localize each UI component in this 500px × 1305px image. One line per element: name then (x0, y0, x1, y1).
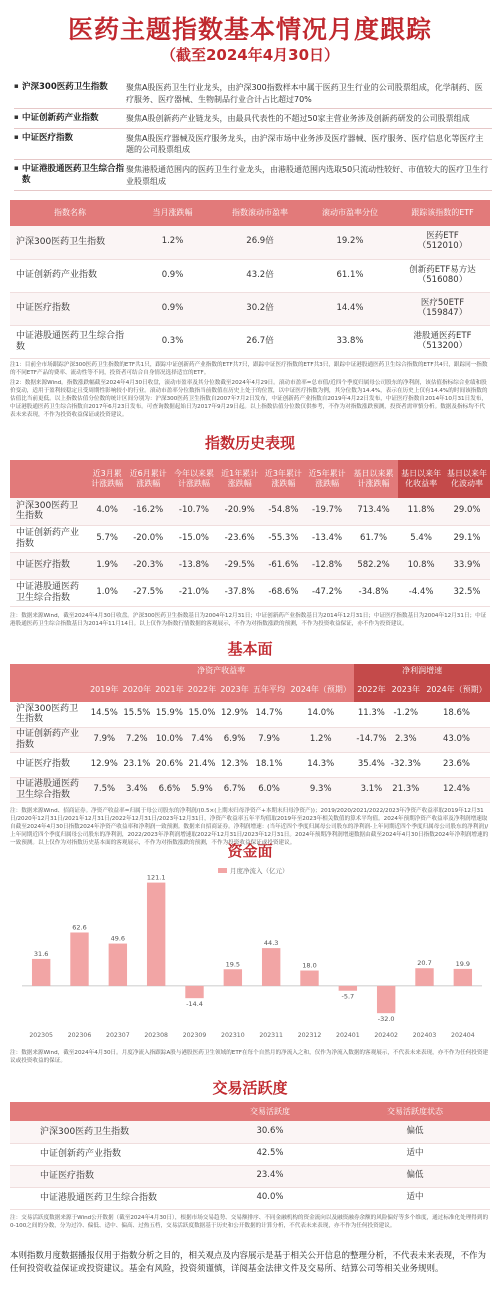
cell: 12.9% (218, 702, 251, 727)
col-header: 五年平均 (251, 678, 287, 702)
col-header (10, 1102, 200, 1121)
intro-name: ▪ 中证创新药产业指数 (14, 109, 126, 128)
cell: 18.6% (423, 702, 490, 727)
bar-202307 (109, 944, 127, 986)
col-header: 2023年 (389, 678, 423, 702)
table-row (10, 525, 490, 552)
bar-202310 (224, 969, 242, 986)
index-name: 沪深300医药卫生指数 (10, 1121, 200, 1143)
cell: -23.6% (218, 525, 262, 552)
note-etf: 注1：目前全市场跟踪沪深300医药卫生指数的ETF共1只，跟踪中证创新药产业指数的ETF共7只，跟踪中证医疗指数的ETF共3只，跟踪中证港股通医药卫生综合指数的ETF共4只，跟踪同一指数的不同ETF产品的费率、流动性等不同，投资者可结合自身情况选择适宜的ETF。 (10, 362, 488, 377)
etf-cell (395, 325, 490, 358)
x-tick-label: 202403 (412, 1032, 437, 1039)
index-name: 中证港股通医药卫生综合指数 (10, 325, 130, 358)
index-name: 中证医疗指数 (10, 552, 88, 579)
intro-item (14, 78, 492, 109)
etf-cell (395, 292, 490, 325)
table-row (10, 579, 490, 606)
cell: -12.8% (305, 552, 349, 579)
col-header: 交易活跃度 (200, 1102, 340, 1121)
table-row (10, 1165, 490, 1187)
x-tick-label: 202310 (221, 1032, 245, 1039)
section-title-fundamentals: 基本面 (227, 640, 273, 658)
intro-desc: 聚焦港股通范围内的医药卫生行业龙头，由港股通范围内选取50只流动性较好、市值较大的医疗卫生行业股票组成 (126, 164, 489, 186)
cell: -10.7% (170, 498, 218, 525)
fundamentals-table (10, 664, 490, 803)
activity-value: 40.0% (200, 1187, 340, 1209)
col-header: 近5年累计涨跌幅 (305, 460, 349, 498)
cell: 7.9% (88, 727, 121, 752)
x-tick-label: 202404 (451, 1032, 475, 1039)
overview-table (10, 200, 490, 359)
rolling-pe: 30.2倍 (215, 292, 305, 325)
cell: -13.8% (170, 552, 218, 579)
col-header: 基日以来累计涨跌幅 (349, 460, 398, 498)
index-name: 中证创新药产业指数 (10, 525, 88, 552)
cell: 6.0% (251, 777, 287, 802)
col-header: 滚动市盈率分位 (305, 200, 395, 226)
data-label: -32.0 (377, 1015, 395, 1024)
cell: -47.2% (305, 579, 349, 606)
cell: 23.6% (423, 752, 490, 777)
cell: -54.8% (262, 498, 306, 525)
cell: -27.5% (126, 579, 170, 606)
etf-link[interactable]: 港股通医药ETF (413, 330, 472, 341)
etf-code: （159847） (417, 307, 468, 318)
group-header-profit-growth: 净利润增速 (354, 664, 490, 678)
cell: -19.7% (305, 498, 349, 525)
cell: 4.0% (88, 498, 126, 525)
intro-item (14, 109, 492, 129)
activity-table (10, 1102, 490, 1210)
cell: 10.0% (153, 727, 186, 752)
bar-202404 (454, 969, 472, 986)
bar-202309 (185, 986, 203, 998)
data-label: 62.6 (72, 923, 87, 932)
section-title-activity: 交易活跃度 (212, 1079, 288, 1097)
bar-202403 (415, 968, 433, 986)
index-name: 沪深300医药卫生指数 (10, 498, 88, 525)
cell: 35.4% (354, 752, 388, 777)
col-header: 2019年 (88, 678, 121, 702)
cell: 10.8% (398, 552, 444, 579)
note-valuation: 注2：数据来源Wind。指数涨跌幅截至2024年4月30日收盘，滚动市盈率及其分位数截至2024年4月29日。滚动市盈率=总市值/近四个季度归属母公司股东的净利润，该估值指标综合业绩和股价变动，适用于盈利较稳定且受周期性影响较小的行业。滚动市盈率分位数指当前数值在历史上处于的位置，以中证医疗指数为例，其分位数为14.4%，表示在历史上仅有14.4%的时间该指数的估值比当前更低。以上指数估值分位数的统计区间分别为：沪深300医药卫生指数自2007年7月2日发布，中证创新药产业指数自2019年4月22日发布，中证医疗指数自2014年10月31日发布，中证港股通医药卫生综合指数自2017年6月23日发布。可查询数据起始日为2017年9月29日起。以上指数估值分位数仅供参考，不作为对指数涨跌预测，投资者需审慎分析。数据及指标均不代表未来表现，不作为投资收益保证或投资建议。 (10, 380, 488, 419)
index-name: 中证医疗指数 (10, 752, 88, 777)
cell: 6.6% (153, 777, 186, 802)
cell: 7.9% (251, 727, 287, 752)
bar-202402 (377, 986, 395, 1013)
cell: 9.3% (287, 777, 354, 802)
x-tick-label: 202401 (336, 1032, 360, 1039)
page-title: 医药主题指数基本情况月度跟踪 (67, 15, 432, 44)
x-tick-label: 202306 (67, 1032, 92, 1039)
index-name: 中证创新药产业指数 (10, 1143, 200, 1165)
data-label: -14.4 (186, 1000, 203, 1009)
monthly-change: 1.2% (130, 226, 215, 259)
activity-value: 30.6% (200, 1121, 340, 1143)
col-header: 2022年 (186, 678, 219, 702)
x-tick-label: 202309 (182, 1032, 207, 1039)
cell: -20.3% (126, 552, 170, 579)
index-name: 中证医疗指数 (10, 1165, 200, 1187)
cell: -20.9% (218, 498, 262, 525)
cell: 14.3% (287, 752, 354, 777)
cell: -15.0% (170, 525, 218, 552)
cell: 1.0% (88, 579, 126, 606)
cell: 12.3% (218, 752, 251, 777)
etf-cell (395, 259, 490, 292)
col-header: 指数名称 (10, 200, 130, 226)
table-row (10, 777, 490, 802)
col-header: 2024年（预期） (423, 678, 490, 702)
intro-name: ▪ 中证医疗指数 (14, 129, 126, 159)
cell: 61.7% (349, 525, 398, 552)
col-header: 近6月累计涨跌幅 (126, 460, 170, 498)
cell: -34.8% (349, 579, 398, 606)
col-header: 2024年（预期） (287, 678, 354, 702)
cell: -4.4% (398, 579, 444, 606)
bar-202306 (70, 932, 88, 985)
monthly-change: 0.9% (130, 292, 215, 325)
cell: 15.5% (121, 702, 154, 727)
table-row (10, 259, 490, 292)
rolling-pe: 43.2倍 (215, 259, 305, 292)
cell: 21.4% (186, 752, 219, 777)
cell: -14.7% (354, 727, 388, 752)
table-row (10, 1143, 490, 1165)
intro-name: ▪ 中证港股通医药卫生综合指数 (14, 160, 126, 190)
note-activity: 注：交易活跃度数据来源于Wind公开数据（截至2024年4月30日），根据市场交易趋势、交易额排序、不同金融机构的资金流向以及融资融券余额的风险偏好等多个维度，通过标准化处理得到的0-100之间的分数，分为过冷、偏低、适中、偏高、过热五档，交易活跃度数据基于历史和公开数据的计算分析，不代表未来表现，亦不作为任何投资建议。 (10, 1215, 489, 1230)
etf-code: （516080） (417, 274, 468, 285)
index-name: 中证港股通医药卫生综合指数 (10, 777, 88, 802)
pe-percentile: 61.1% (305, 259, 395, 292)
cell: -55.3% (262, 525, 306, 552)
bar-202305 (32, 959, 50, 986)
activity-status: 偏低 (340, 1121, 490, 1143)
cell: 14.5% (88, 702, 121, 727)
index-name: 中证港股通医药卫生综合指数 (10, 1187, 200, 1209)
cell: 5.4% (398, 525, 444, 552)
rolling-pe: 26.7倍 (215, 325, 305, 358)
etf-link[interactable]: 医药ETF (426, 231, 459, 242)
x-tick-label: 202305 (29, 1032, 53, 1039)
table-row (10, 325, 490, 358)
cell: -20.0% (126, 525, 170, 552)
section-title-history: 指数历史表现 (204, 434, 295, 452)
data-label: 19.5 (225, 960, 241, 969)
intro-name: ▪ 沪深300医药卫生指数 (14, 78, 126, 108)
etf-code: （512010） (417, 241, 468, 252)
col-header: 近1年累计涨跌幅 (218, 460, 262, 498)
bar-202308 (147, 883, 165, 986)
cell: 582.2% (349, 552, 398, 579)
fund-flow-chart (10, 845, 490, 1045)
cell: 11.3% (354, 702, 388, 727)
page-subtitle: （截至2024年4月30日） (160, 46, 340, 64)
index-name: 沪深300医药卫生指数 (10, 226, 130, 259)
disclaimer: 本则指数月度数据播报仅用于指数分析之目的，相关观点及内容展示是基于相关公开信息的整理分析，不代表未来表现，不作为任何投资收益保证或投资建议。基金有风险，投资须谨慎，详阅基金法律文件及交易所、结算公司等相关业务规则。 (10, 1251, 487, 1274)
x-tick-label: 202312 (297, 1032, 322, 1039)
monthly-change: 0.9% (130, 259, 215, 292)
col-header: 2023年 (218, 678, 251, 702)
cell: -32.3% (389, 752, 423, 777)
cell: 7.4% (186, 727, 219, 752)
pe-percentile: 14.4% (305, 292, 395, 325)
group-header-roe: 净资产收益率 (88, 664, 354, 678)
cell: 1.9% (88, 552, 126, 579)
cell: 11.8% (398, 498, 444, 525)
cell: 29.0% (444, 498, 490, 525)
col-header: 交易活跃度状态 (340, 1102, 490, 1121)
activity-value: 42.5% (200, 1143, 340, 1165)
bar-202312 (300, 971, 318, 986)
col-header: 当月涨跌幅 (130, 200, 215, 226)
cell: 7.5% (88, 777, 121, 802)
bar-202311 (262, 948, 280, 986)
data-label: 121.1 (146, 873, 166, 882)
etf-cell (395, 226, 490, 259)
cell: 32.5% (444, 579, 490, 606)
table-row (10, 292, 490, 325)
cell: -13.4% (305, 525, 349, 552)
table-row (10, 1121, 490, 1143)
legend-label: 月度净流入（亿元） (230, 867, 289, 875)
intro-desc: 聚焦A股创新药产业链龙头，由最具代表性的不超过50家主营业务涉及创新药研发的公司股票组成 (126, 114, 470, 124)
index-name: 中证创新药产业指数 (10, 259, 130, 292)
cell: 18.1% (251, 752, 287, 777)
cell: 15.9% (153, 702, 186, 727)
col-header: 2021年 (153, 678, 186, 702)
note-fund-flow: 注：数据来源Wind，截至2024年4月30日。月度净流入指跟踪A股与港股医药卫生领域的ETF在每个自然月的净流入之和，仅作为净流入数据的客观展示，不代表未来表现，亦不作为任何投资建议或投资收益的保证。 (10, 1050, 489, 1065)
cell: 43.0% (423, 727, 490, 752)
note-history: 注：数据来源Wind，截至2024年4月30日收盘。沪深300医药卫生指数基日为2004年12月31日；中证创新药产业指数基日为2014年12月31日；中证医疗指数基日为2004年12月31日；中证港股通医药卫生综合指数基日为2014年11月14日。以上仅作为指数行情数据的客观展示，不作为对指数涨跌的预测，不作为投资收益保证，亦不作为投资建议。 (10, 613, 487, 628)
col-header: 基日以来年化波动率 (444, 460, 490, 498)
cell: 14.7% (251, 702, 287, 727)
cell: -29.5% (218, 552, 262, 579)
cell: 6.7% (218, 777, 251, 802)
cell: 20.6% (153, 752, 186, 777)
table-row (10, 727, 490, 752)
col-header: 近3年累计涨跌幅 (262, 460, 306, 498)
cell: 21.3% (389, 777, 423, 802)
cell: 12.4% (423, 777, 490, 802)
etf-link[interactable]: 医疗50ETF (420, 297, 465, 308)
cell: 713.4% (349, 498, 398, 525)
intro-item (14, 129, 492, 160)
col-header: 基日以来年化收益率 (398, 460, 444, 498)
pe-percentile: 19.2% (305, 226, 395, 259)
cell: 29.1% (444, 525, 490, 552)
cell: 1.2% (287, 727, 354, 752)
cell: -1.2% (389, 702, 423, 727)
monthly-change: 0.3% (130, 325, 215, 358)
table-row (10, 1187, 490, 1209)
col-header (10, 460, 88, 498)
fund-flow-svg (10, 845, 490, 1045)
x-tick-label: 202311 (259, 1032, 283, 1039)
col-header: 今年以来累计涨跌幅 (170, 460, 218, 498)
col-header: 跟踪该指数的ETF (395, 200, 490, 226)
data-label: 31.6 (33, 949, 49, 958)
etf-link[interactable]: 创新药ETF易方达 (409, 264, 476, 275)
data-label: 18.0 (302, 961, 317, 970)
cell: -21.0% (170, 579, 218, 606)
col-header: 2020年 (121, 678, 154, 702)
cell: 3.4% (121, 777, 154, 802)
cell: -37.8% (218, 579, 262, 606)
index-name: 沪深300医药卫生指数 (10, 702, 88, 727)
data-label: -5.7 (341, 992, 355, 1001)
table-row (10, 226, 490, 259)
cell: 3.1% (354, 777, 388, 802)
pe-percentile: 33.8% (305, 325, 395, 358)
col-header: 近3月累计涨跌幅 (88, 460, 126, 498)
activity-status: 适中 (340, 1187, 490, 1209)
activity-status: 偏低 (340, 1165, 490, 1187)
cell: 5.7% (88, 525, 126, 552)
intro-desc: 聚焦A股医药卫生行业龙头，由沪深300指数样本中属于医药卫生行业的公司股票组成，化学制药、医疗服务、医疗器械、生物制品行业合计占比超过70% (126, 83, 483, 104)
col-header: 指数滚动市盈率 (215, 200, 305, 226)
activity-value: 23.4% (200, 1165, 340, 1187)
col-header: 2022年 (354, 678, 388, 702)
x-tick-label: 202402 (374, 1032, 398, 1039)
x-tick-label: 202307 (106, 1032, 130, 1039)
index-name: 中证医疗指数 (10, 292, 130, 325)
cell: 6.9% (218, 727, 251, 752)
data-label: 20.7 (417, 959, 432, 968)
table-row (10, 498, 490, 525)
data-label: 49.6 (110, 934, 126, 943)
cell: 14.0% (287, 702, 354, 727)
x-tick-label: 202308 (144, 1032, 168, 1039)
data-label: 19.9 (455, 959, 471, 968)
history-table (10, 460, 490, 607)
intro-item (14, 160, 492, 191)
table-row (10, 702, 490, 727)
index-name: 中证港股通医药卫生综合指数 (10, 579, 88, 606)
index-intro-list (14, 78, 492, 191)
cell: 33.9% (444, 552, 490, 579)
cell: 2.3% (389, 727, 423, 752)
data-label: 44.3 (263, 939, 279, 948)
table-row (10, 752, 490, 777)
cell: 7.2% (121, 727, 154, 752)
col-header (10, 664, 88, 702)
note-fundamentals: 注：数据来源Wind、招商证券。净资产收益率=归属于母公司股东的净利润/(0.5×(上期末归母净资产+本期末归母净资产))；2019/2020/2021/2022/2023年净资产收益率取2019年12月31日/2020年12月31日/2021年12月31日/2022年12月31日/2023年12月31日，净资产收益率五年平均值取2019年至2023年相关数值的算术平均值。2024年预期净资产收益率及净利润增速取自截至2024年4月30日指数2024年净资产收益率和净利润一致预测。数据来自招商证券。净利润增速：(当年近四个季度归属母公司股东的净利润-上年同期近四个季度归属母公司股东的净利润)/上年同期近四个季度归属母公司股东的净利润，2022/2023年净利润增速取2022年12月31日/2023年12月31日。2024年预期净利润增速数据由截至2024年4月30日指数2024年净利润增速的一致预测。以上仅作为对指数历史基本面的客观展示，不作为对指数涨跌的预测，不作为投资收益保证或投资建议。 (10, 808, 489, 847)
cell: -68.6% (262, 579, 306, 606)
rolling-pe: 26.9倍 (215, 226, 305, 259)
cell: 12.9% (88, 752, 121, 777)
section-title-fund-flow: 资金面 (227, 842, 273, 860)
cell: 23.1% (121, 752, 154, 777)
cell: 15.0% (186, 702, 219, 727)
cell: -61.6% (262, 552, 306, 579)
activity-status: 适中 (340, 1143, 490, 1165)
cell: 5.9% (186, 777, 219, 802)
bar-202401 (339, 986, 357, 991)
table-row (10, 552, 490, 579)
intro-desc: 聚焦A股医疗器械及医疗服务龙头，由沪深市场中业务涉及医疗器械、医疗服务、医疗信息化等医疗主题的公司股票组成 (126, 133, 484, 155)
index-name: 中证创新药产业指数 (10, 727, 88, 752)
cell: -16.2% (126, 498, 170, 525)
etf-code: （513200） (417, 340, 468, 351)
